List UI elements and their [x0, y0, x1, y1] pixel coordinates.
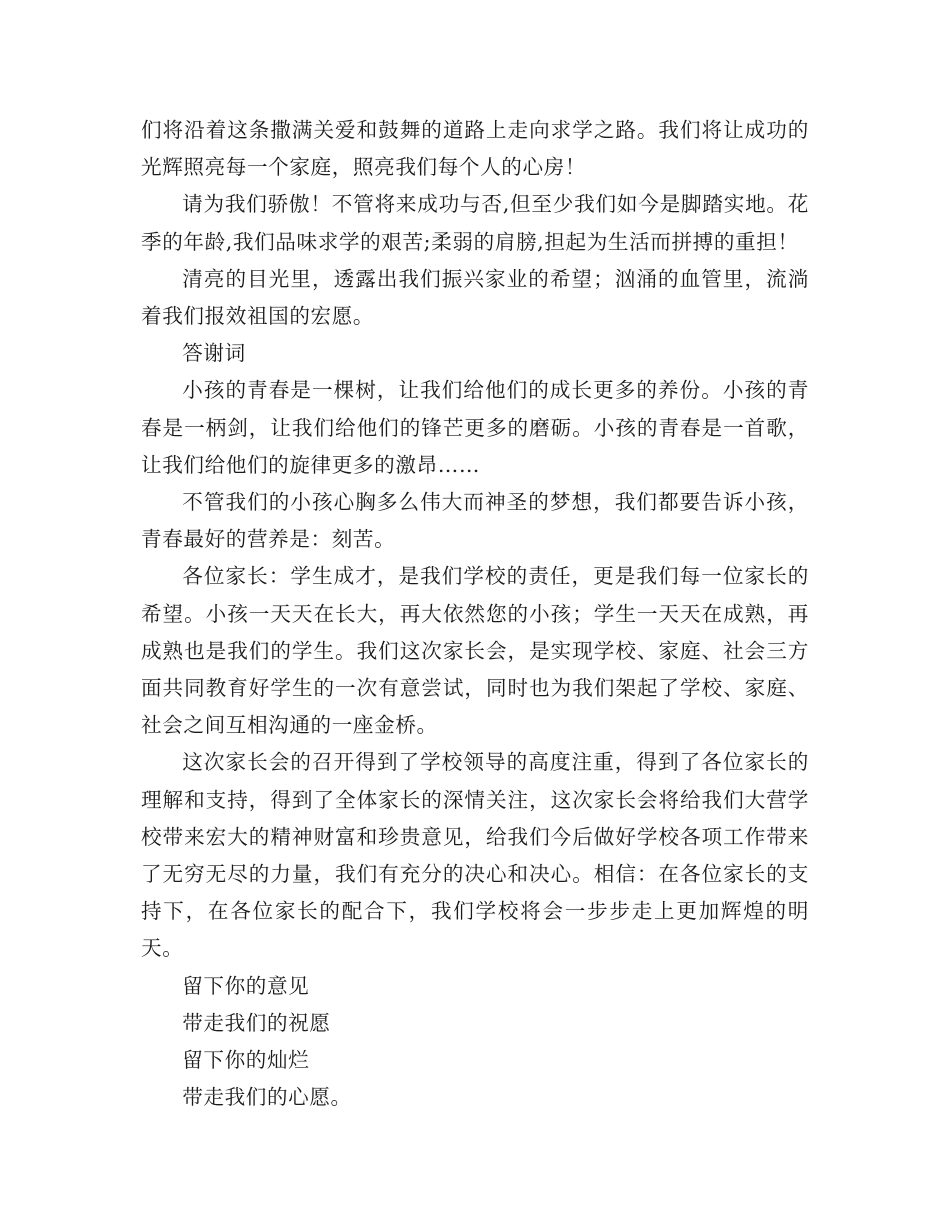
- poem-line-1: 留下你的意见: [182, 973, 310, 998]
- poem-line-2: 带走我们的祝愿: [182, 1010, 331, 1035]
- paragraph-parents: 各位家长：学生成才，是我们学校的责任，更是我们每一位家长的希望。小孩一天天在长大，再大依然您的小孩；学生一天天在成熟，再成熟也是我们的学生。我们这次家长会，是实现学校、家庭、社会三方面共同教育好学生的一次有意尝试，同时也为我们架起了学校、家庭、社会之间互相沟通的一座金桥。: [141, 564, 809, 738]
- paragraph-meeting: 这次家长会的召开得到了学校领导的高度注重，得到了各位家长的理解和支持，得到了全体家长的深情关注，这次家长会将给我们大营学校带来宏大的精神财富和珍贵意见，给我们今后做好学校各项工作带来了无穷无尽的力量，我们有充分的决心和决心。相信：在各位家长的支持下，在各位家长的配合下，我们学校将会一步步走上更加辉煌的明天。: [141, 750, 809, 961]
- poem-line-3: 留下你的灿烂: [182, 1048, 310, 1073]
- section-heading-thanks: 答谢词: [182, 341, 246, 366]
- paragraph-hope: 清亮的目光里，透露出我们振兴家业的希望；汹涌的血管里，流淌着我们报效祖国的宏愿。: [141, 266, 809, 329]
- document-body: [141, 112, 809, 1116]
- paragraph-continuation: 们将沿着这条撒满关爱和鼓舞的道路上走向求学之路。我们将让成功的光辉照亮每一个家庭，照亮我们每个人的心房！: [141, 118, 809, 180]
- paragraph-youth: 小孩的青春是一棵树，让我们给他们的成长更多的养份。小孩的青春是一柄剑，让我们给他们的锋芒更多的磨砺。小孩的青春是一首歌，让我们给他们的旋律更多的激昂……: [141, 378, 809, 477]
- poem-line-4: 带走我们的心愿。: [182, 1085, 352, 1110]
- paragraph-dreams: 不管我们的小孩心胸多么伟大而神圣的梦想，我们都要告诉小孩，青春最好的营养是：刻苦。: [141, 490, 809, 552]
- paragraph-be-proud: 请为我们骄傲！不管将来成功与否,但至少我们如今是脚踏实地。花季的年龄,我们品味求学的艰苦;柔弱的肩膀,担起为生活而拼搏的重担！: [141, 192, 809, 254]
